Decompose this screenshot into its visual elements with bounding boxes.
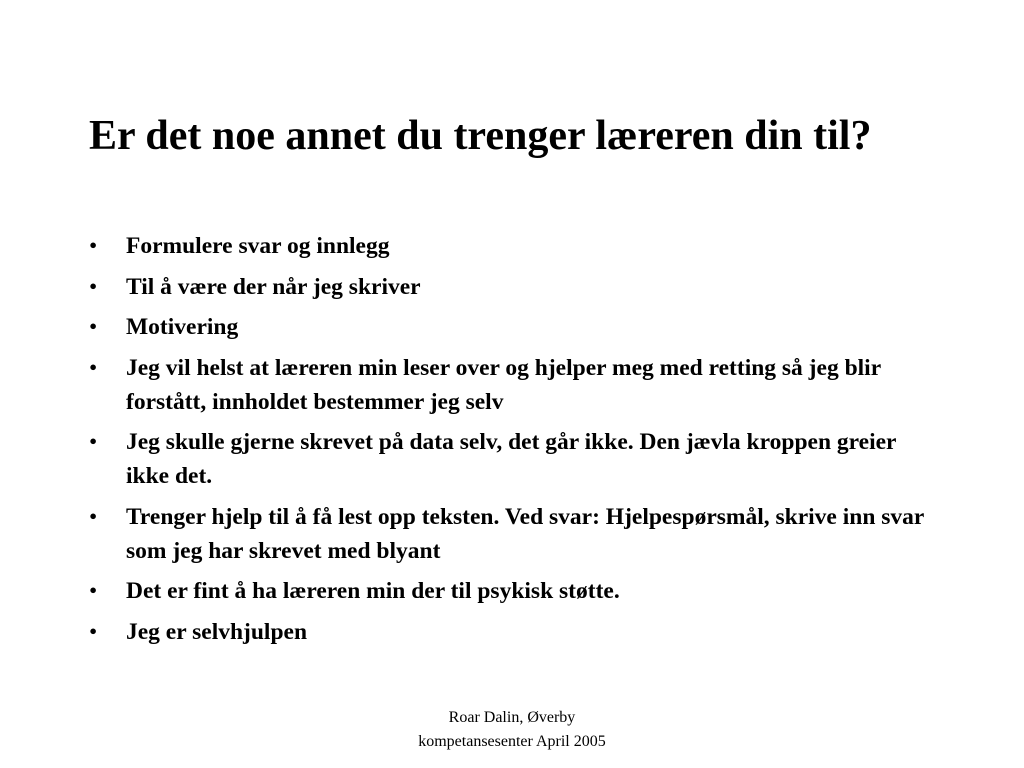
slide-footer	[362, 706, 662, 754]
bullet-item	[89, 615, 939, 649]
bullet-item	[89, 310, 939, 344]
bullet-list	[89, 229, 939, 655]
bullet-text: Jeg vil helst at læreren min leser over og hjelper meg med retting så jeg blir forstått, innholdet bestemmer jeg selv	[126, 354, 881, 415]
bullet-item	[89, 229, 939, 263]
bullet-marker: •	[89, 429, 98, 455]
bullet-text: Motivering	[126, 314, 239, 340]
slide-title: Er det noe annet du trenger læreren din til?	[89, 113, 872, 159]
bullet-marker: •	[89, 618, 98, 645]
bullet-item	[89, 351, 939, 419]
bullet-text: Trenger hjelp til å få lest opp teksten. Ved svar: Hjelpespørsmål, skrive inn svar som jeg har skrevet med blyant	[126, 503, 924, 564]
bullet-marker: •	[89, 354, 98, 381]
bullet-text: Formulere svar og innlegg	[126, 233, 390, 259]
bullet-marker: •	[89, 314, 98, 340]
bullet-text: Jeg skulle gjerne skrevet på data selv, det går ikke. Den jævla kroppen greier ikke det.	[126, 429, 897, 489]
bullet-text: Jeg er selvhjulpen	[126, 618, 308, 645]
bullet-text: Til å være der når jeg skriver	[126, 273, 421, 300]
bullet-marker: •	[89, 233, 98, 259]
footer-org-date: kompetansesenter April 2005	[418, 733, 606, 750]
bullet-marker: •	[89, 503, 98, 530]
bullet-marker: •	[89, 578, 98, 604]
bullet-item	[89, 574, 939, 608]
bullet-item	[89, 500, 939, 568]
bullet-text: Det er fint å ha læreren min der til psykisk støtte.	[126, 578, 620, 604]
bullet-marker: •	[89, 273, 98, 300]
bullet-item	[89, 270, 939, 304]
bullet-item	[89, 425, 939, 493]
footer-author: Roar Dalin, Øverby	[448, 709, 576, 726]
